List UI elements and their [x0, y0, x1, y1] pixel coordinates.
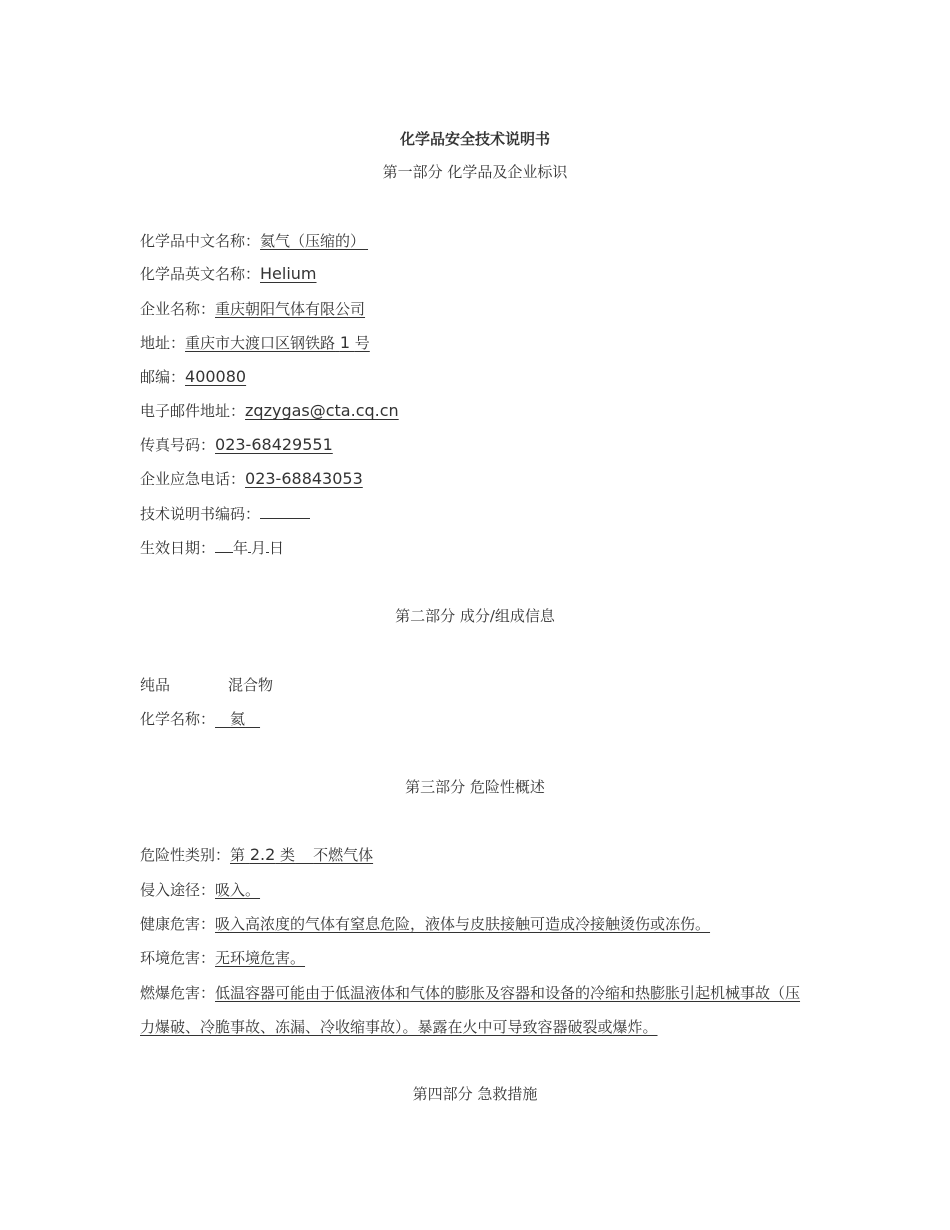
field-label: 侵入途径： — [140, 881, 216, 899]
field-label: 邮编： — [140, 368, 186, 386]
hazard-class-number: 2.2 — [249, 845, 276, 864]
field-label: 燃爆危害： — [140, 984, 216, 1002]
section-heading-part4: 第四部分 急救措施 — [412, 1085, 538, 1103]
field-health-hazard — [140, 913, 710, 934]
hazard-class-desc: 不燃气体 — [313, 846, 374, 864]
field-email — [140, 400, 399, 421]
field-label: 化学品中文名称： — [140, 232, 261, 250]
field-chem-name — [140, 708, 260, 729]
field-address — [140, 332, 370, 353]
field-label: 传真号码： — [140, 436, 216, 454]
field-value: 无环境危害。 — [215, 949, 306, 967]
date-month: 月 — [251, 539, 267, 557]
hazard-class-prefix: 第 — [230, 846, 246, 864]
field-value: 重庆朝阳气体有限公司 — [215, 300, 366, 318]
field-company — [140, 298, 365, 319]
section-heading-part1: 第一部分 化学品及企业标识 — [382, 163, 568, 181]
field-fire-hazard — [140, 976, 812, 1044]
field-value: 吸入高浓度的气体有窒息危险，液体与皮肤接触可造成冷接触烫伤或冻伤。 — [215, 915, 711, 933]
field-value: 023-68843053 — [245, 469, 363, 488]
field-label: 危险性类别： — [140, 846, 231, 864]
field-value: 400080 — [185, 367, 247, 386]
field-emergency-phone — [140, 468, 363, 489]
field-hazard-class — [140, 844, 373, 865]
field-label: 化学名称： — [140, 710, 216, 728]
mixture-label: 混合物 — [228, 676, 274, 694]
hazard-class-suffix: 类 — [280, 846, 296, 864]
field-value: 重庆市大渡口区钢铁路 — [185, 334, 336, 352]
field-cn-name — [140, 230, 368, 251]
field-value-suffix: 号 — [354, 334, 370, 352]
field-value: 氦气（压缩的） — [260, 232, 366, 250]
field-label: 健康危害： — [140, 915, 216, 933]
field-label: 企业名称： — [140, 300, 216, 318]
field-postcode — [140, 366, 246, 387]
section-heading-part3: 第三部分 危险性概述 — [405, 778, 545, 796]
section-heading-part2: 第二部分 成分/组成信息 — [395, 607, 555, 625]
field-label: 技术说明书编码： — [140, 505, 261, 523]
field-label: 地址： — [140, 334, 186, 352]
field-value: zqzygas@cta.cq.cn — [245, 401, 399, 420]
field-value-number: 1 — [339, 333, 350, 352]
field-en-name — [140, 263, 317, 284]
field-value: 低温容器可能由于低温液体和气体的膨胀及容器和设备的冷缩和热膨胀引起机械事故（压力爆破、冷脆事故、冻漏、冷收缩事故）。暴露在火中可导致容器破裂或爆炸。 — [140, 984, 801, 1036]
field-value: 023-68429551 — [215, 435, 333, 454]
field-effective-date — [140, 537, 284, 558]
blank-line — [260, 504, 310, 519]
document-title: 化学品安全技术说明书 — [399, 130, 550, 148]
date-day: 日 — [269, 539, 285, 557]
blank-line — [215, 538, 233, 553]
field-label: 电子邮件地址： — [140, 402, 246, 420]
field-env-hazard — [140, 947, 305, 968]
field-value: 吸入。 — [215, 881, 261, 899]
field-route — [140, 879, 260, 900]
field-fax — [140, 434, 333, 455]
field-label: 生效日期： — [140, 539, 216, 557]
field-label: 企业应急电话： — [140, 470, 246, 488]
field-value: Helium — [260, 264, 317, 283]
field-label: 化学品英文名称： — [140, 265, 261, 283]
date-year: 年 — [233, 539, 249, 557]
field-sds-code — [140, 503, 310, 524]
field-label: 环境危害： — [140, 949, 216, 967]
pure-label: 纯品 — [140, 676, 171, 694]
field-value: 氦 — [230, 710, 246, 728]
composition-type-row — [140, 674, 273, 695]
